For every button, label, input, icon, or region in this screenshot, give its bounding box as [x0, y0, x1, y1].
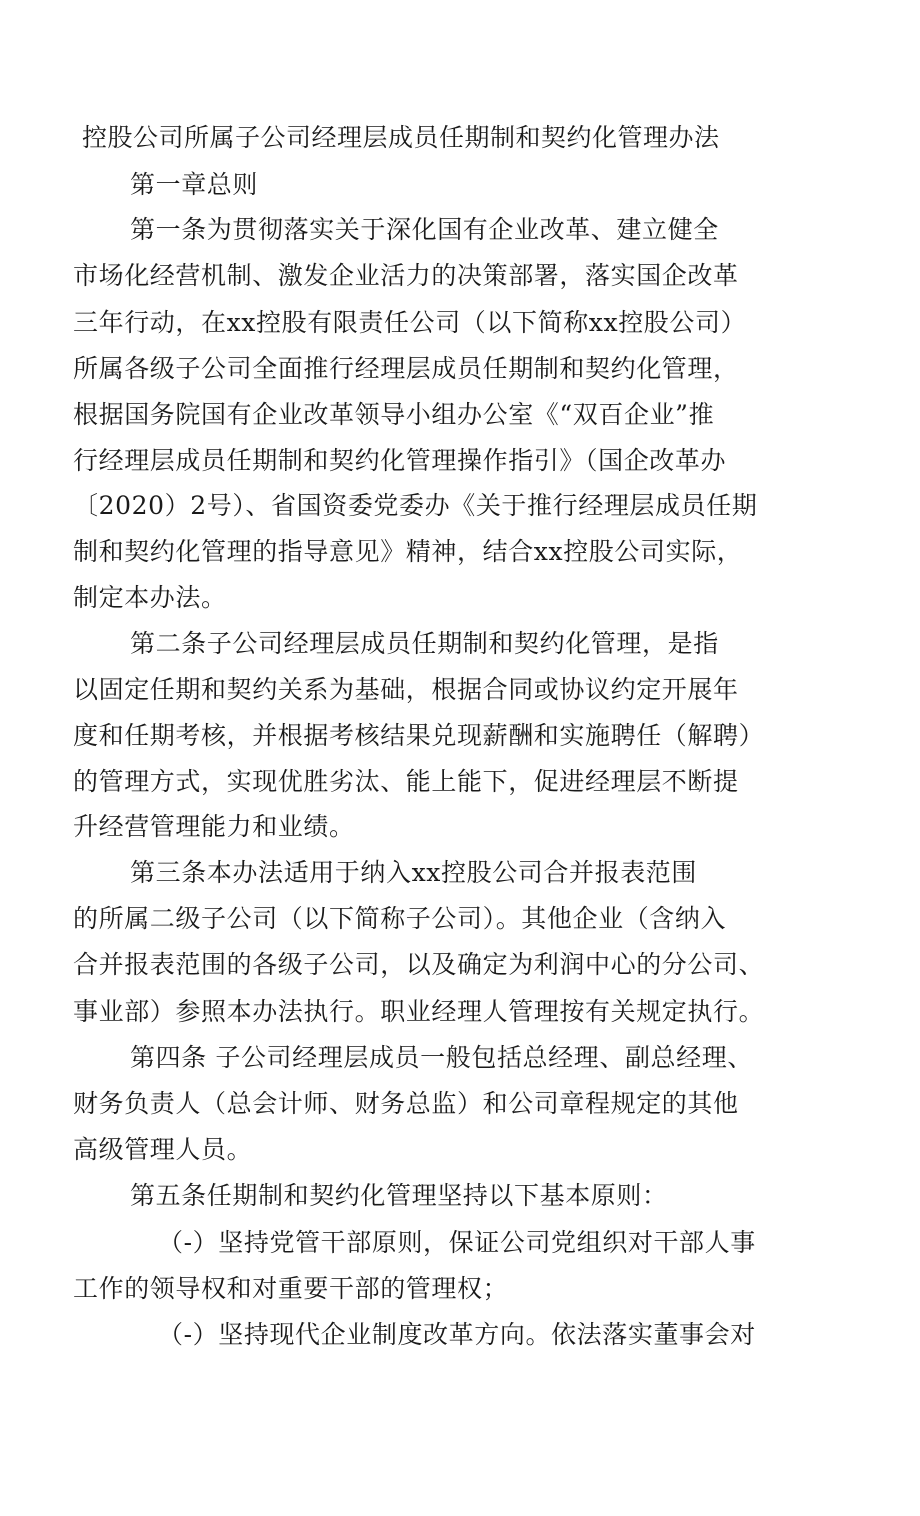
article-1-line: 三年行动，在xx控股有限责任公司（以下简称xx控股公司） — [73, 308, 747, 337]
article-5-item: （-）坚持现代企业制度改革方向。依法落实董事会对 — [158, 1320, 756, 1349]
article-5-item: （-）坚持党管干部原则，保证公司党组织对干部人事 — [158, 1228, 756, 1257]
article-1-line: 第一条为贯彻落实关于深化国有企业改革、建立健全 — [130, 215, 719, 244]
article-2-line: 的管理方式，实现优胜劣汰、能上能下，促进经理层不断提 — [73, 767, 739, 796]
article-1-line: 〔2020）2号）、省国资委党委办《关于推行经理层成员任期 — [73, 491, 758, 520]
article-3-line: 的所属二级子公司（以下简称子公司）。其他企业（含纳入 — [73, 904, 727, 933]
chapter-heading: 第一章总则 — [130, 170, 259, 199]
article-3-line: 第三条本办法适用于纳入xx控股公司合并报表范围 — [130, 858, 697, 887]
article-4-line: 第四条 子公司经理层成员一般包括总经理、副总经理、 — [130, 1043, 753, 1072]
article-2-line: 升经营管理能力和业绩。 — [73, 812, 355, 841]
article-4-line: 财务负责人（总会计师、财务总监）和公司章程规定的其他 — [73, 1089, 739, 1118]
article-2-line: 度和任期考核，并根据考核结果兑现薪酬和实施聘任（解聘） — [73, 721, 765, 750]
article-3-line: 合并报表范围的各级子公司，以及确定为利润中心的分公司、 — [73, 950, 765, 979]
article-1-line: 行经理层成员任期制和契约化管理操作指引》（国企改革办 — [73, 446, 727, 475]
article-2-line: 以固定任期和契约关系为基础，根据合同或协议约定开展年 — [73, 675, 739, 704]
article-2-line: 第二条子公司经理层成员任期制和契约化管理，是指 — [130, 629, 719, 658]
article-1-line: 根据国务院国有企业改革领导小组办公室《“双百企业”推 — [73, 400, 715, 429]
article-5-line: 工作的领导权和对重要干部的管理权； — [73, 1274, 509, 1303]
article-1-line: 制定本办法。 — [73, 583, 227, 612]
article-1-line: 所属各级子公司全面推行经理层成员任期制和契约化管理， — [73, 354, 739, 383]
document-title: 控股公司所属子公司经理层成员任期制和契约化管理办法 — [82, 123, 720, 152]
article-3-line: 事业部）参照本办法执行。职业经理人管理按有关规定执行。 — [73, 997, 765, 1026]
article-1-line: 制和契约化管理的指导意见》精神，结合xx控股公司实际， — [73, 537, 743, 566]
article-1-line: 市场化经营机制、激发企业活力的决策部署，落实国企改革 — [73, 261, 739, 290]
article-4-line: 高级管理人员。 — [73, 1135, 253, 1164]
article-5-line: 第五条任期制和契约化管理坚持以下基本原则： — [130, 1181, 668, 1210]
